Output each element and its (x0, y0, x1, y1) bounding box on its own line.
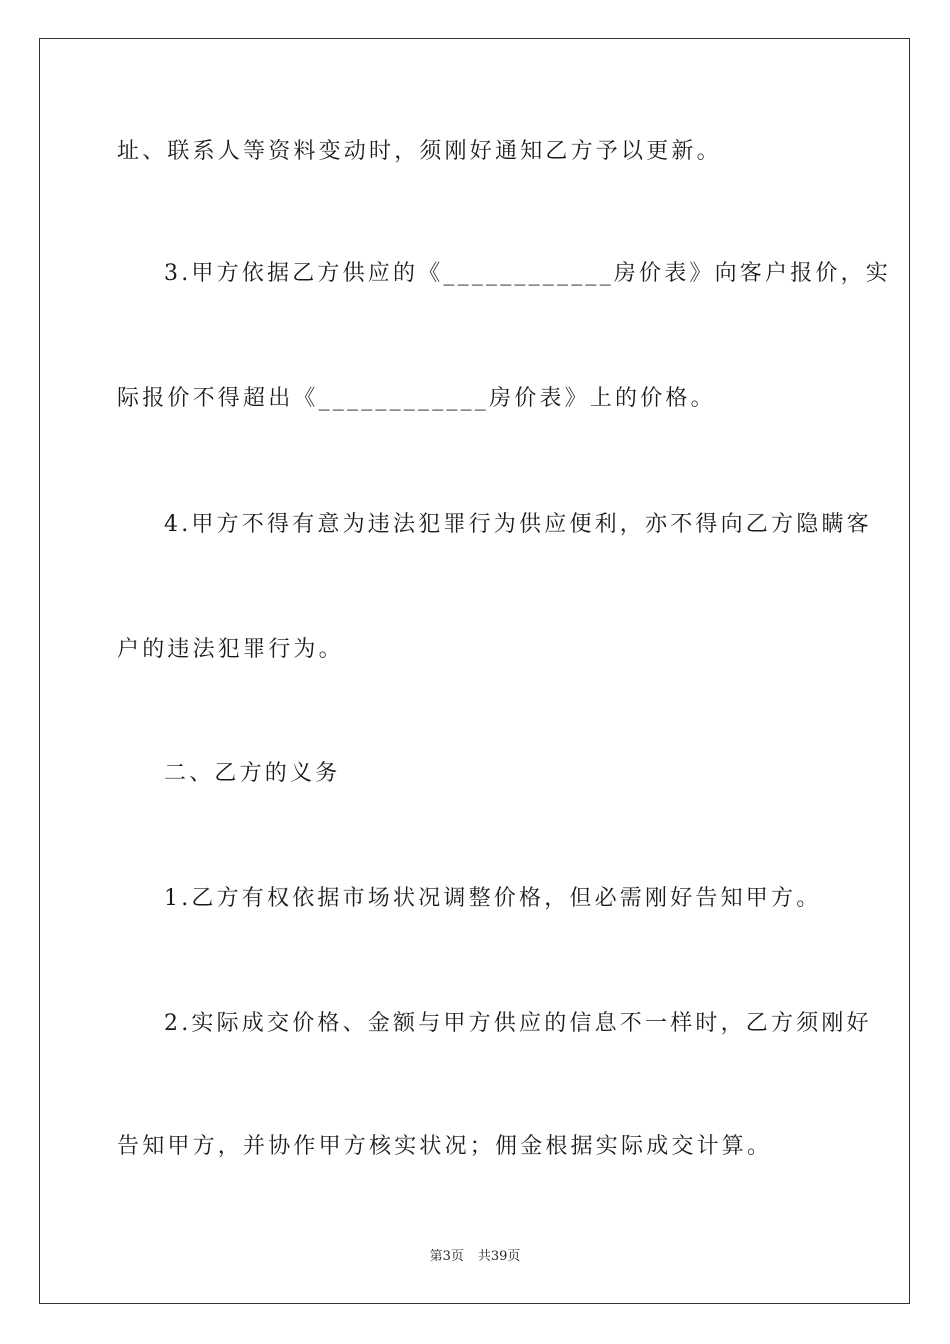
page-number: 第3页 (429, 1249, 464, 1264)
body-line: 4.甲方不得有意为违法犯罪行为供应便利，亦不得向乙方隐瞒客 (164, 512, 872, 537)
body-line: 3.甲方依据乙方供应的《____________房价表》向客户报价，实 (164, 261, 891, 286)
body-line: 告知甲方，并协作甲方核实状况；佣金根据实际成交计算。 (117, 1134, 773, 1159)
page-border (39, 38, 910, 1304)
page-total: 共39页 (477, 1249, 521, 1264)
body-line: 2.实际成交价格、金额与甲方供应的信息不一样时，乙方须刚好 (164, 1011, 872, 1036)
body-line: 1.乙方有权依据市场状况调整价格，但必需刚好告知甲方。 (164, 886, 822, 911)
section-heading: 二、乙方的义务 (164, 761, 341, 786)
page-footer (0, 1248, 950, 1266)
body-line: 际报价不得超出《____________房价表》上的价格。 (117, 386, 716, 411)
body-line: 址、联系人等资料变动时，须刚好通知乙方予以更新。 (117, 139, 722, 164)
body-line: 户的违法犯罪行为。 (117, 637, 344, 662)
